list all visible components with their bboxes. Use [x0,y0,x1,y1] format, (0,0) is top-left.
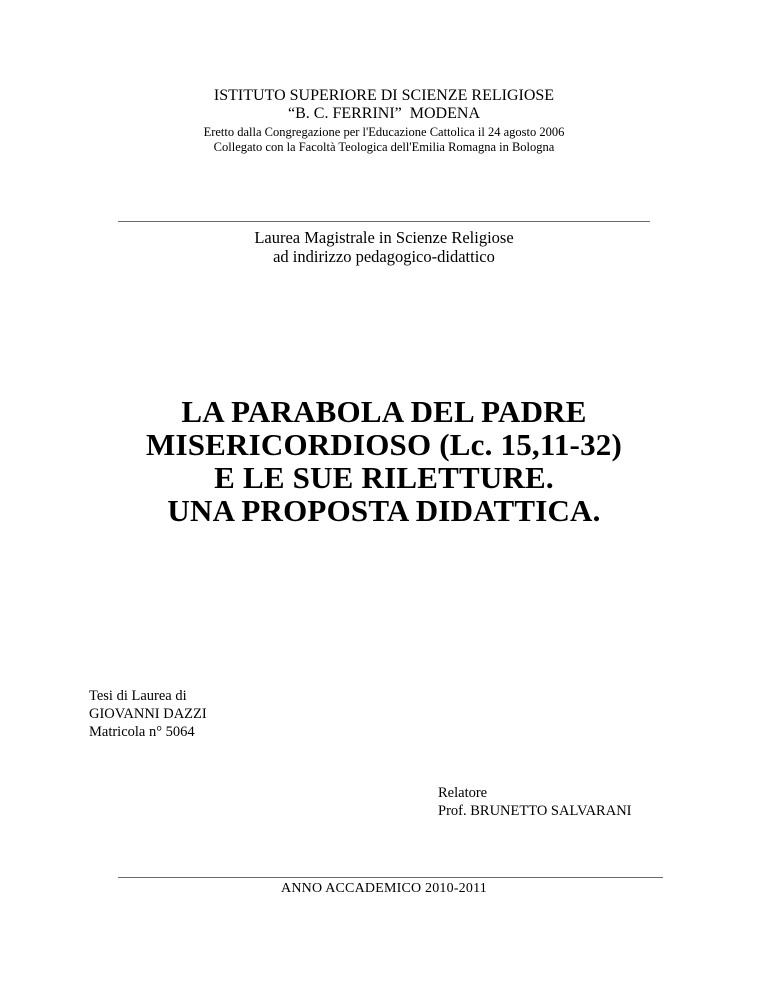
author-label: Tesi di Laurea di [89,688,187,704]
supervisor-name: Prof. BRUNETTO SALVARANI [438,803,632,819]
degree-line-1: Laurea Magistrale in Scienze Religiose [254,228,514,247]
institute-name: ISTITUTO SUPERIORE DI SCIENZE RELIGIOSE [213,87,555,104]
thesis-title-line-1: LA PARABOLA DEL PADRE [181,394,587,429]
bottom-divider [118,877,663,878]
author-matricola: Matricola n° 5064 [89,724,195,740]
thesis-title-line-3: E LE SUE RILETTURE. [214,460,554,495]
connected-note: Collegato con la Facoltà Teologica dell'Emilia Romagna in Bologna [213,140,555,154]
supervisor-label: Relatore [438,785,488,801]
erected-note: Eretto dalla Congregazione per l'Educazione Cattolica il 24 agosto 2006 [203,125,565,139]
top-divider [118,221,650,222]
institute-subtitle: “B. C. FERRINI” MODENA [288,105,480,122]
author-name: GIOVANNI DAZZI [89,706,207,722]
thesis-title-line-2: MISERICORDIOSO (Lc. 15,11-32) [146,427,622,462]
thesis-title-line-4: UNA PROPOSTA DIDATTICA. [167,493,601,528]
academic-year: ANNO ACCADEMICO 2010-2011 [281,881,487,896]
degree-line-2: ad indirizzo pedagogico-didattico [273,247,495,266]
